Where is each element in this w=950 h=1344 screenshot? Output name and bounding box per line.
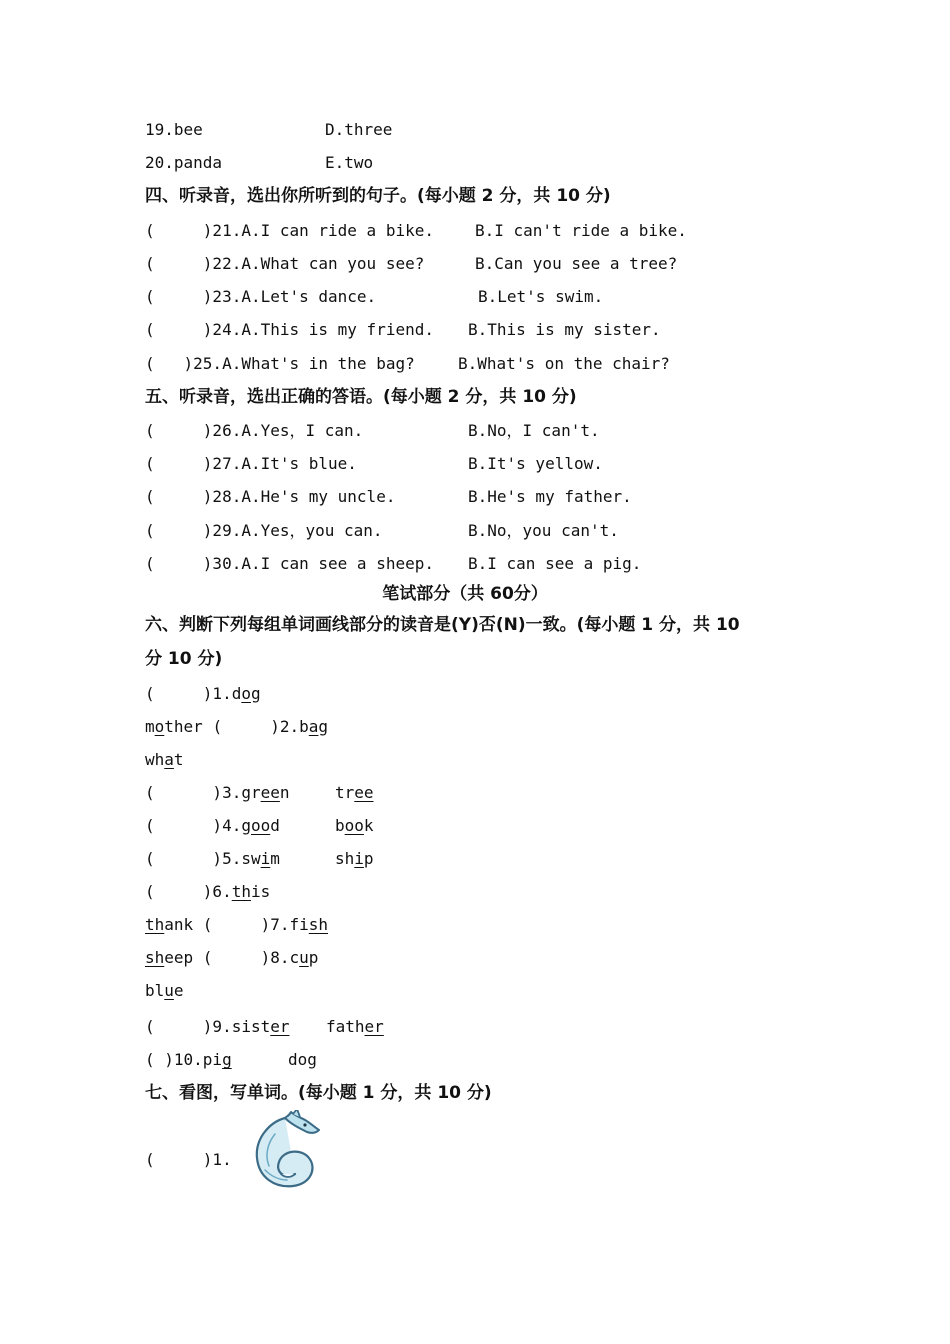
underlined-part: er — [364, 1017, 384, 1036]
question-row — [145, 454, 603, 474]
pronunciation-row — [145, 1017, 384, 1037]
row-text: is — [250, 882, 271, 901]
question-text: ( )22.A.What can you see? — [145, 254, 425, 273]
question-row — [145, 287, 604, 307]
question-text: ( )29.A.Yes，you can. — [145, 521, 383, 540]
fox-icon — [245, 1110, 320, 1192]
row-text: g — [250, 684, 261, 703]
question-text: ( )21.A.I can ride a bike. — [145, 221, 434, 240]
row-text: ( )1.d — [145, 684, 242, 703]
underlined-part: ee — [260, 783, 280, 802]
row-text: t — [173, 750, 184, 769]
row-text: e — [173, 981, 184, 1000]
pronunciation-row — [145, 717, 328, 737]
underlined-part: a — [308, 717, 319, 736]
pronunciation-row — [145, 981, 184, 1001]
option-b: B.I can't ride a bike. — [475, 221, 687, 240]
section-5-title: 五、听录音，选出正确的答语。(每小题 2 分，共 10 分) — [145, 387, 577, 407]
question-row — [145, 421, 600, 441]
option-b: B.He's my father. — [468, 487, 632, 506]
section-6-title-cont: 分 10 分) — [145, 649, 223, 669]
underlined-part: o — [154, 717, 165, 736]
pronunciation-row — [145, 816, 374, 836]
underlined-part: oo — [344, 816, 364, 835]
question-text: ( )23.A.Let's dance. — [145, 287, 377, 306]
option-b: B.It's yellow. — [468, 454, 603, 473]
pronunciation-row — [145, 849, 374, 869]
underlined-part: o — [241, 684, 251, 703]
question-row — [145, 521, 619, 541]
option-b: B.I can see a pig. — [468, 554, 642, 573]
row-text: ( )10.pi — [145, 1050, 223, 1069]
pronunciation-row — [145, 1050, 317, 1070]
underlined-part: u — [299, 948, 309, 967]
match-row — [145, 120, 393, 140]
question-text: ( )25.A.What's in the bag? — [145, 354, 415, 373]
row-text: g — [318, 717, 329, 736]
row-text: fath — [326, 1017, 365, 1036]
underlined-part: oo — [250, 816, 271, 835]
picture-question-1: ( )1. — [145, 1150, 232, 1169]
underlined-part: ee — [354, 783, 374, 802]
underlined-part: sh — [145, 948, 165, 967]
row-text: sh — [335, 849, 355, 868]
question-row — [145, 254, 678, 274]
underlined-part: u — [164, 981, 174, 1000]
option-b: B.No，I can't. — [468, 421, 600, 440]
option-b: B.No，you can't. — [468, 521, 619, 540]
question-text: ( )26.A.Yes，I can. — [145, 421, 364, 440]
row-text: ( )3.gr — [145, 783, 261, 802]
pronunciation-row — [145, 882, 270, 902]
underlined-part: th — [231, 882, 251, 901]
question-text: ( )28.A.He's my uncle. — [145, 487, 396, 506]
section-7-title: 七、看图，写单词。(每小题 1 分，共 10 分) — [145, 1083, 492, 1103]
row-text: ( )4.g — [145, 816, 251, 835]
row-text: d — [270, 816, 280, 835]
underlined-part: th — [145, 915, 165, 934]
option-b: B.This is my sister. — [468, 320, 661, 339]
underlined-part: sh — [308, 915, 329, 934]
underlined-part: er — [270, 1017, 290, 1036]
pronunciation-row — [145, 915, 328, 935]
match-row — [145, 153, 374, 173]
row-text: b — [335, 816, 345, 835]
row-text: m — [270, 849, 280, 868]
question-row — [145, 320, 661, 340]
row-text: eep ( )8.c — [164, 948, 300, 967]
underlined-part: a — [164, 750, 174, 769]
question-row — [145, 554, 642, 574]
row-text: m — [145, 717, 155, 736]
row-text: ( )6. — [145, 882, 232, 901]
written-part-title: 笔试部分（共 60分） — [382, 584, 548, 604]
row-text: p — [308, 948, 319, 967]
option-b: B.Let's swim. — [478, 287, 604, 306]
section-6-title: 六、判断下列每组单词画线部分的读音是(Y)否(N)一致。(每小题 1 分，共 10 — [145, 615, 740, 635]
pronunciation-row — [145, 684, 261, 704]
question-text: ( )27.A.It's blue. — [145, 454, 357, 473]
pronunciation-row — [145, 948, 318, 968]
option-b: B.What's on the chair? — [458, 354, 670, 373]
option-b: B.Can you see a tree? — [475, 254, 678, 273]
row-text: p — [363, 849, 374, 868]
row-text: ank ( )7.fi — [164, 915, 309, 934]
match-right: E.two — [325, 153, 374, 172]
match-right: D.three — [325, 120, 393, 139]
row-text: k — [363, 816, 374, 835]
row-text: ther ( )2.b — [164, 717, 309, 736]
underlined-part: g — [222, 1050, 232, 1069]
match-left: 20.panda — [145, 153, 223, 172]
row-text: ( )5.sw — [145, 849, 261, 868]
underlined-part: i — [354, 849, 364, 868]
question-row — [145, 354, 670, 374]
row-text: bl — [145, 981, 165, 1000]
row-text: dog — [288, 1050, 317, 1069]
underlined-part: i — [260, 849, 271, 868]
question-row — [145, 487, 632, 507]
row-text: wh — [145, 750, 165, 769]
pronunciation-row — [145, 783, 374, 803]
question-row — [145, 221, 687, 241]
section-4-title: 四、听录音，选出你所听到的句子。(每小题 2 分，共 10 分) — [145, 186, 611, 206]
pronunciation-row — [145, 750, 184, 770]
row-text: n — [279, 783, 290, 802]
match-left: 19.bee — [145, 120, 203, 139]
question-text: ( )24.A.This is my friend. — [145, 320, 434, 339]
question-text: ( )30.A.I can see a sheep. — [145, 554, 434, 573]
row-text: tr — [335, 783, 355, 802]
row-text: ( )9.sist — [145, 1017, 271, 1036]
